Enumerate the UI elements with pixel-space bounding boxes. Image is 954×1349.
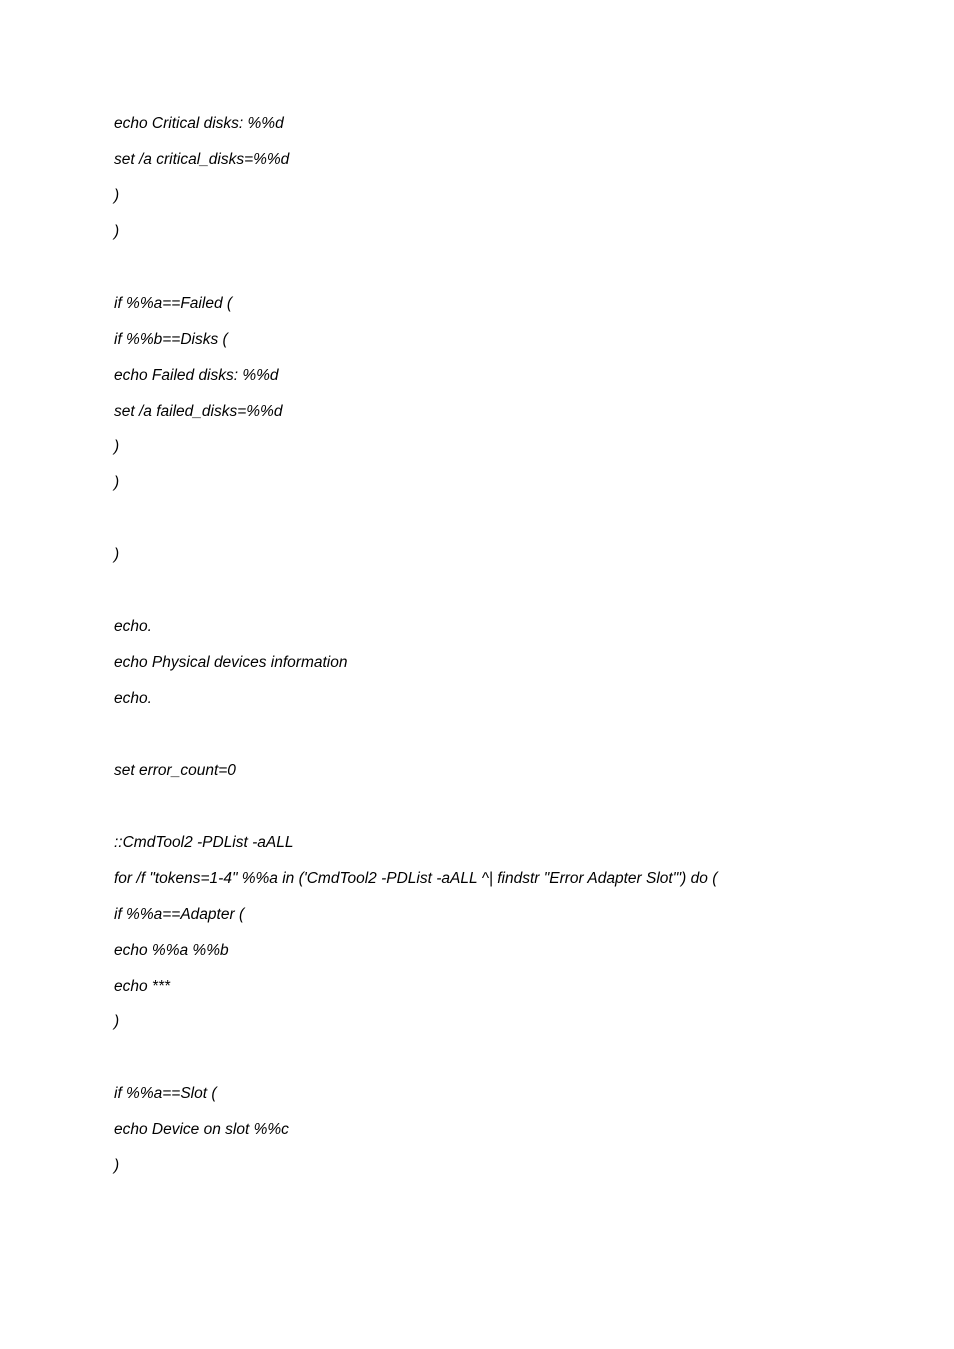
script-listing bbox=[114, 113, 914, 1191]
code-line: echo Critical disks: %%d bbox=[114, 115, 284, 132]
code-line: if %%a==Failed ( bbox=[114, 294, 233, 312]
code-line: echo. bbox=[114, 618, 152, 636]
code-line: set /a critical_disks=%%d bbox=[114, 150, 290, 168]
blank-line bbox=[114, 796, 914, 832]
code-line: if %%b==Disks ( bbox=[114, 330, 228, 348]
code-line: echo Physical devices information bbox=[114, 654, 348, 672]
blank-line bbox=[114, 508, 914, 544]
code-line: ) bbox=[114, 474, 120, 492]
code-line: if %%a==Slot ( bbox=[114, 1085, 217, 1103]
blank-line bbox=[114, 580, 914, 616]
code-line: echo. bbox=[114, 690, 152, 707]
code-line: echo Failed disks: %%d bbox=[114, 366, 279, 384]
code-line: ) bbox=[114, 1157, 120, 1175]
code-line: ) bbox=[114, 1013, 120, 1031]
blank-line bbox=[114, 1047, 914, 1083]
code-line: echo Device on slot %%c bbox=[114, 1121, 289, 1139]
code-line: if %%a==Adapter ( bbox=[114, 905, 245, 923]
code-line: ) bbox=[114, 186, 120, 204]
code-line: ) bbox=[114, 438, 120, 456]
code-line: echo *** bbox=[114, 977, 171, 995]
code-line: for /f "tokens=1-4" %%a in ('CmdTool2 -PDList -aALL ^| findstr "Error Adapter Slot"') do ( bbox=[114, 869, 718, 887]
code-line: echo %%a %%b bbox=[114, 941, 229, 959]
code-line: set error_count=0 bbox=[114, 761, 236, 779]
code-line: ) bbox=[114, 222, 120, 240]
blank-line bbox=[114, 724, 914, 760]
code-line: ) bbox=[114, 546, 120, 564]
code-line: set /a failed_disks=%%d bbox=[114, 402, 283, 420]
blank-line bbox=[114, 257, 914, 293]
code-comment-line: ::CmdTool2 -PDList -aALL bbox=[114, 833, 294, 851]
